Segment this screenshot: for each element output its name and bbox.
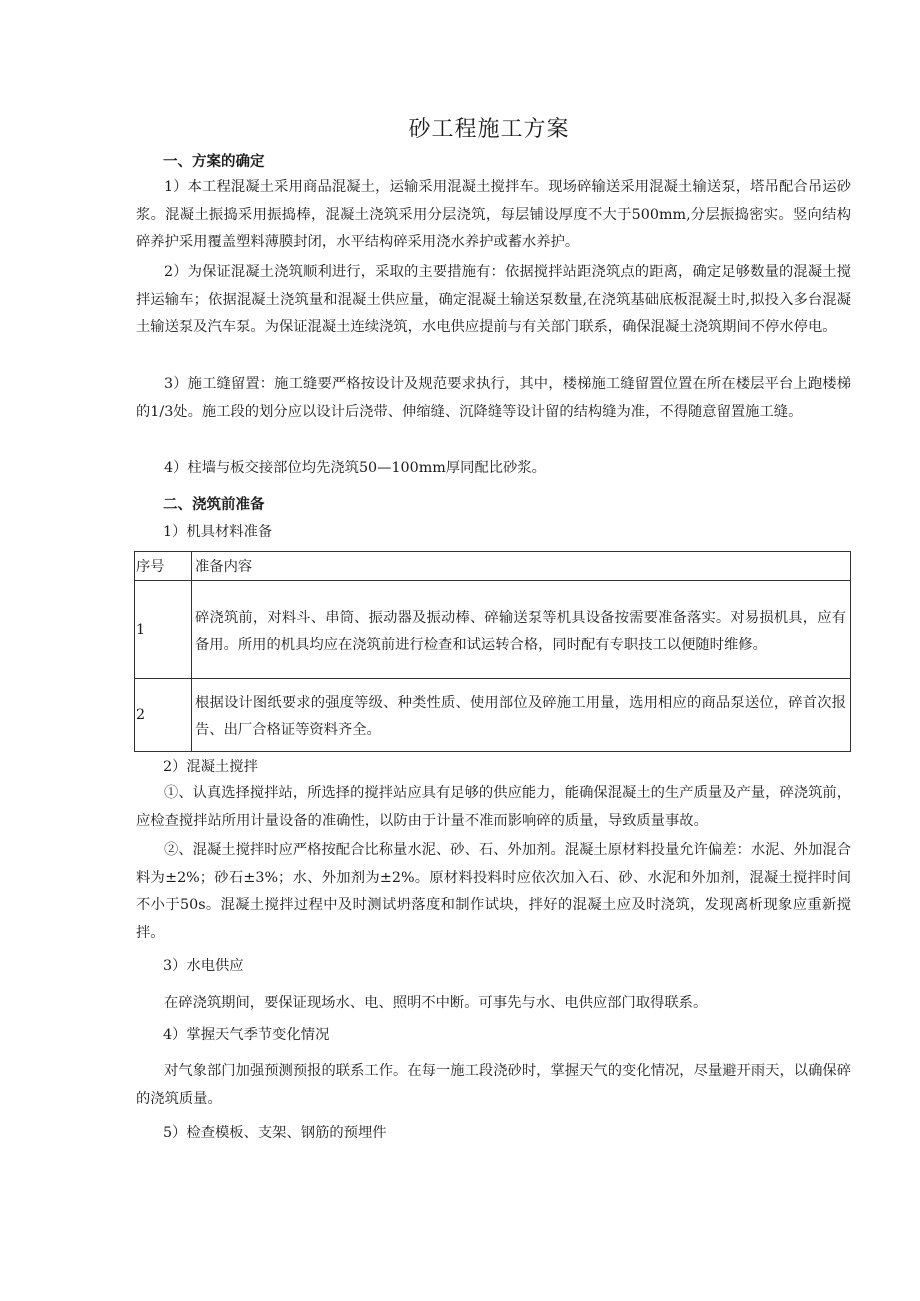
subheading-mixing: 2）混凝土搅拌 [163, 759, 258, 775]
paragraph-mixing-1: ①、认真选择搅拌站，所选择的搅拌站应具有足够的供应能力，能确保混凝土的生产质量及产量，碎浇筑前，应检查搅拌站所用计量设备的准确性，以防由于计量不准而影响碎的质量，导致质量事故。 [136, 785, 851, 829]
paragraph-1-4: 4）柱墙与板交接部位均先浇筑50—100mm厚同配比砂浆。 [164, 460, 546, 476]
paragraph-water-power: 在碎浇筑期间，要保证现场水、电、照明不中断。可事先与水、电供应部门取得联系。 [164, 995, 708, 1011]
paragraph-1-1: 1）本工程混凝土采用商品混凝土，运输采用混凝土搅拌车。现场碎输送采用混凝土输送泵，塔吊配合吊运砂浆。混凝土振捣采用振捣棒，混凝土浇筑采用分层浇筑，每层铺设厚度不大于500mm,分层振捣密实。竖向结构碎养护采用覆盖塑料薄膜封闭，水平结构碎采用浇水养护或蓄水养护。 [136, 179, 851, 250]
page-title: 砂工程施工方案 [408, 117, 570, 142]
subheading-weather: 4）掌握天气季节变化情况 [163, 1027, 330, 1043]
row-content: 根据设计图纸要求的强度等级、种类性质、使用部位及碎施工用量，选用相应的商品泵送位，碎首次报告、出厂合格证等资料齐全。 [192, 679, 851, 752]
header-cell-content: 准备内容 [192, 552, 851, 581]
section-heading-2: 二、浇筑前准备 [163, 496, 265, 513]
paragraph-1-3: 3）施工缝留置：施工缝要严格按设计及规范要求执行，其中，楼梯施工缝留置位置在所在楼层平台上跑楼梯的1/3处。施工段的划分应以设计后浇带、伸缩缝、沉降缝等设计留的结构缝为准，不得随意留置施工缝。 [136, 376, 851, 420]
row-number: 1 [135, 581, 192, 679]
subheading-inspection: 5）检查模板、支架、钢筋的预埋件 [163, 1125, 387, 1141]
row-content: 碎浇筑前，对料斗、串筒、振动器及振动棒、碎输送泵等机具设备按需要准备落实。对易损机具，应有备用。所用的机具均应在浇筑前进行检查和试运转合格，同时配有专职技工以便随时维修。 [192, 581, 851, 679]
table-row [135, 679, 851, 752]
row-number: 2 [135, 679, 192, 752]
table-row [135, 581, 851, 679]
paragraph-1-2: 2）为保证混凝土浇筑顺利进行，采取的主要措施有：依据搅拌站距浇筑点的距离，确定足够数量的混凝土搅拌运输车；依据混凝土浇筑量和混凝土供应量，确定混凝土输送泵数量,在浇筑基础底板混凝土时,拟投入多台混凝土输送泵及汽车泵。为保证混凝土连续浇筑，水电供应提前与有关部门联系，确保混凝土浇筑期间不停水停电。 [136, 264, 851, 335]
subheading-water-power: 3）水电供应 [163, 958, 244, 974]
paragraph-mixing-2: ②、混凝土搅拌时应严格按配合比称量水泥、砂、石、外加剂。混凝土原材料投量允许偏差：水泥、外加混合料为±2%；砂石±3%；水、外加剂为±2%。原材料投料时应依次加入石、砂、水泥和外加剂，混凝土搅拌时间不小于50s。混凝土搅拌过程中及时测试坍落度和制作试块，拌好的混凝土应及时浇筑，发现离析现象应重新搅拌。 [136, 842, 851, 941]
header-cell-no: 序号 [135, 552, 192, 581]
preparation-table [134, 551, 851, 752]
paragraph-weather: 对气象部门加强预测预报的联系工作。在每一施工段浇砂时，掌握天气的变化情况，尽量避开雨天，以确保碎的浇筑质量。 [136, 1063, 851, 1107]
table-header-row [135, 552, 851, 581]
section-heading-1: 一、方案的确定 [163, 153, 265, 170]
subheading-equipment: 1）机具材料准备 [163, 524, 273, 540]
